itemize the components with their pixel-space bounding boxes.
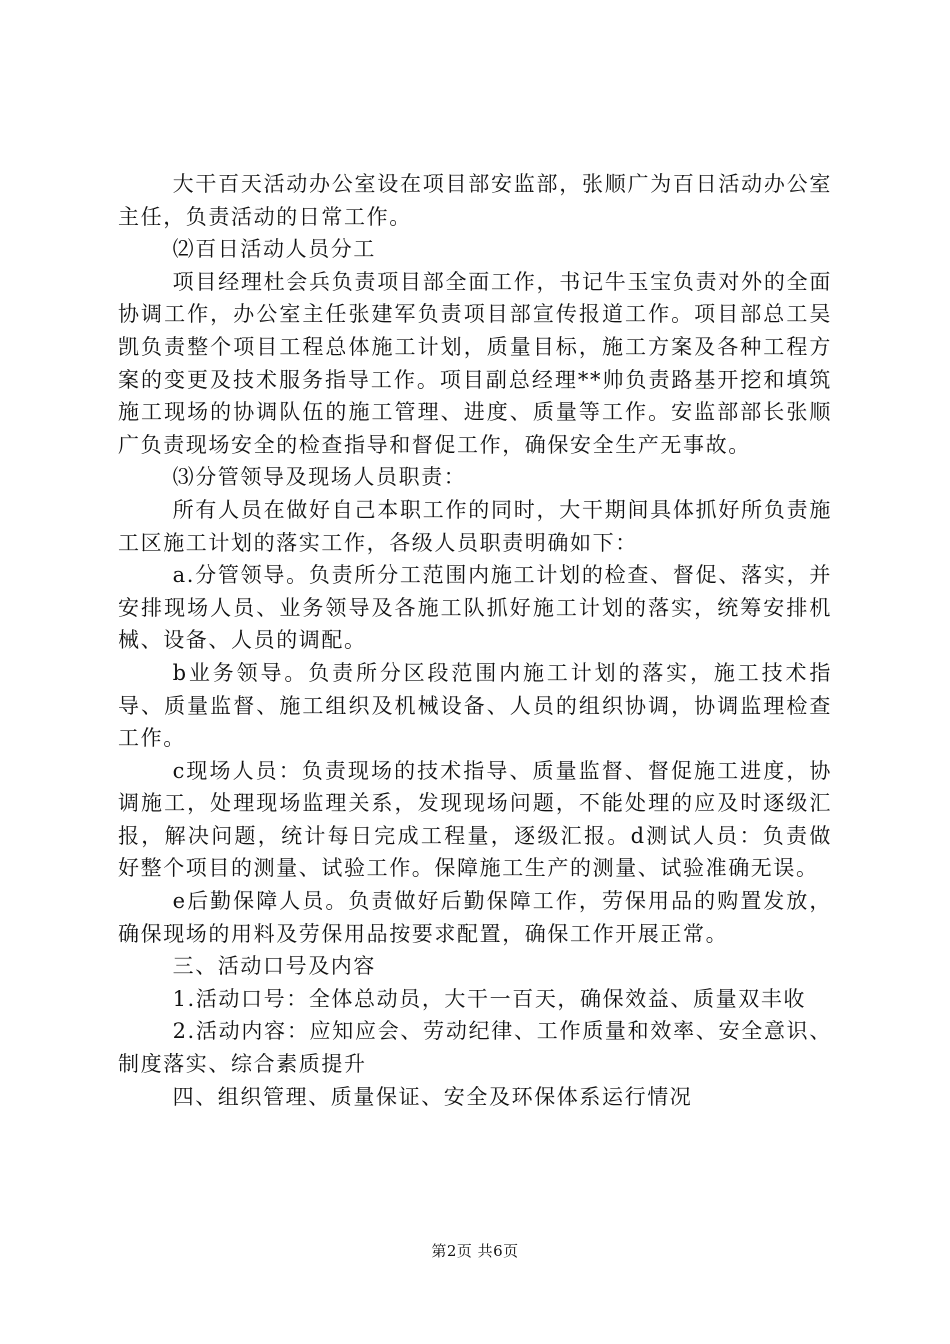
paragraph-staff-division: 项目经理杜会兵负责项目部全面工作，书记牛玉宝负责对外的全面协调工作，办公室主任张建军负责项目部宣传报道工作。项目部总工吴凯负责整个项目工程总体施工计划，质量目标，施工方案及各种工程方案的变更及技术服务指导工作。项目副总经理**帅负责路基开挖和填筑施工现场的协调队伍的施工管理、进度、质量等工作。安监部部长张顺广负责现场安全的检查指导和督促工作，确保安全生产无事故。 [118,269,832,457]
page-number-footer: 第2页 共6页 [431,1242,519,1260]
paragraph-slogan: 1.活动口号：全体总动员，大干一百天，确保效益、质量双丰收 [172,986,807,1011]
heading-slogan-content: 三、活动口号及内容 [172,954,376,979]
heading-management: 四、组织管理、质量保证、安全及环保体系运行情况 [172,1084,693,1109]
paragraph-site-staff: c现场人员：负责现场的技术指导、质量监督、督促施工进度，协调施工，处理现场监理关系，发现现场问题，不能处理的应及时逐级汇报，解决问题，统计每日完成工程量，逐级汇报。d测试人员：负责做好整个项目的测量、试验工作。保障施工生产的测量、试验准确无误。 [118,758,832,881]
paragraph-office: 大干百天活动办公室设在项目部安监部，张顺广为百日活动办公室主任，负责活动的日常工作。 [118,172,832,229]
paragraph-logistics: e后勤保障人员。负责做好后勤保障工作，劳保用品的购置发放，确保现场的用料及劳保用品按要求配置，确保工作开展正常。 [118,889,832,946]
paragraph-leaders: a.分管领导。负责所分工范围内施工计划的检查、督促、落实，并安排现场人员、业务领导及各施工队抓好施工计划的落实，统筹安排机械、设备、人员的调配。 [118,563,832,653]
heading-staff-division: ⑵百日活动人员分工 [172,237,376,262]
document-body [118,168,832,1113]
paragraph-content: 2.活动内容：应知应会、劳动纪律、工作质量和效率、安全意识、制度落实、综合素质提升 [118,1019,832,1077]
paragraph-responsibilities-intro: 所有人员在做好自己本职工作的同时，大干期间具体抓好所负责施工区施工计划的落实工作，各级人员职责明确如下： [118,497,832,555]
heading-responsibilities: ⑶分管领导及现场人员职责： [172,465,467,490]
paragraph-business-leaders: b业务领导。负责所分区段范围内施工计划的落实，施工技术指导、质量监督、施工组织及机械设备、人员的组织协调，协调监理检查工作。 [118,660,832,751]
